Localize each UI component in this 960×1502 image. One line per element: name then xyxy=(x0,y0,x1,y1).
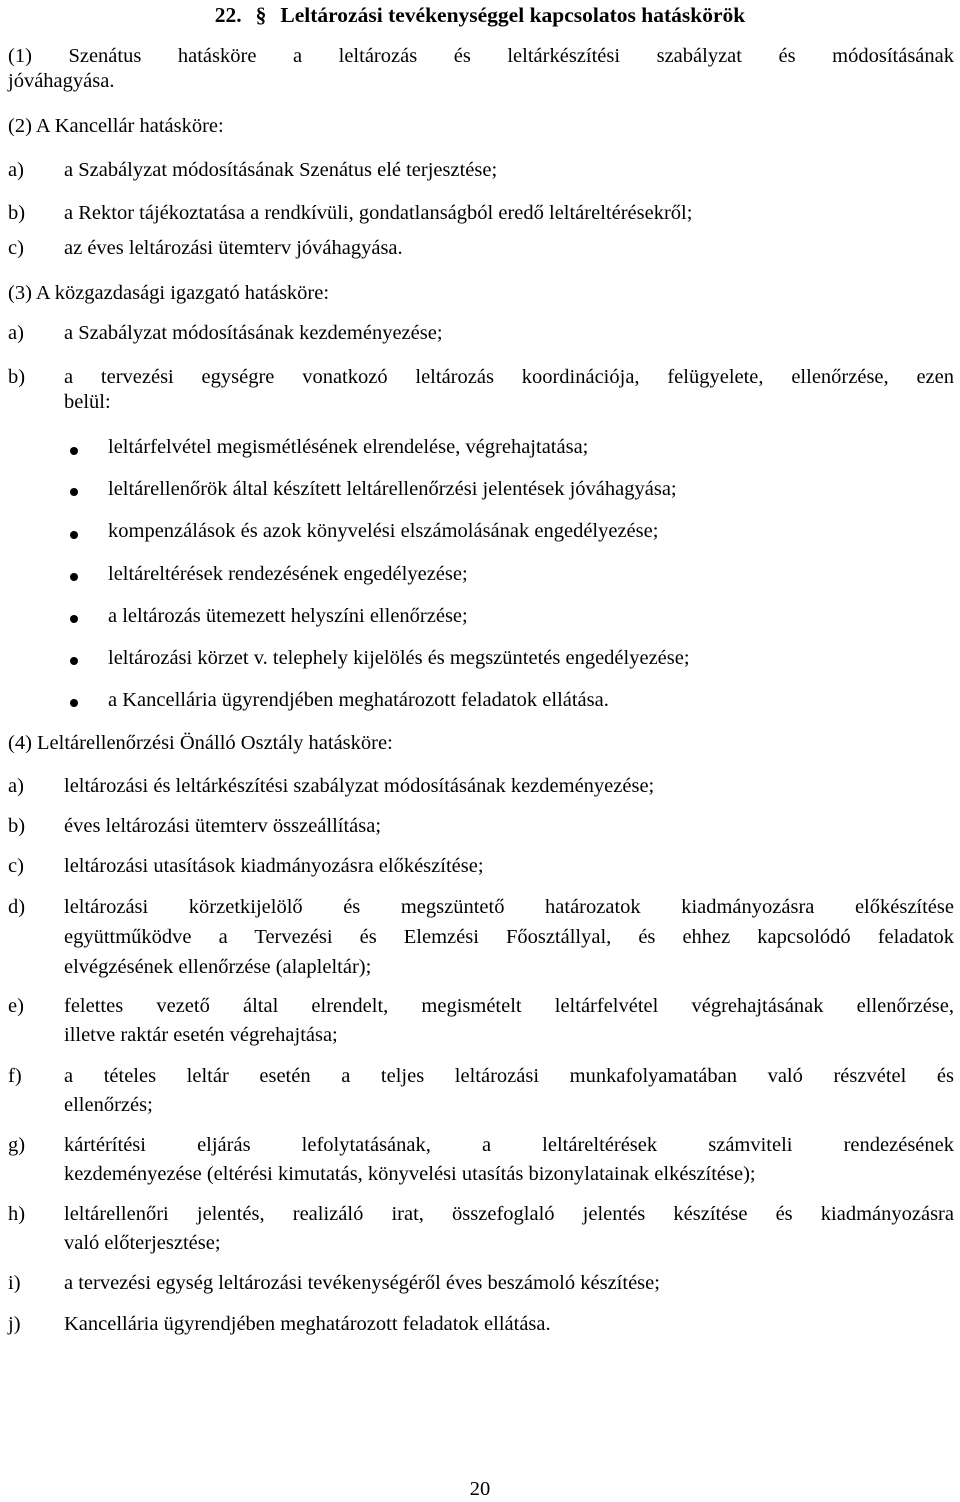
page-number: 20 xyxy=(469,1478,491,1500)
list-item-line-2: illetve raktár esetén végrehajtása; xyxy=(64,1024,338,1046)
list-label: h) xyxy=(8,1203,26,1225)
list-item: éves leltározási ütemterv összeállítása; xyxy=(64,815,382,837)
section-number: 22. xyxy=(214,3,242,27)
list-item-line-1: felettes vezető által elrendelt, megismételt leltárfelvétel végrehajtásának ellenőrzése, xyxy=(64,995,954,1017)
list-item-line-1: kártérítési eljárás lefolytatásának, a leltáreltérések számviteli rendezésének xyxy=(64,1134,954,1156)
paragraph-3-intro: (3) A közgazdasági igazgató hatásköre: xyxy=(8,282,330,304)
bullet-icon xyxy=(70,531,78,539)
list-label: d) xyxy=(8,896,26,918)
list-label: c) xyxy=(8,855,24,877)
list-label: a) xyxy=(8,775,24,797)
list-item: leltározási utasítások kiadmányozásra előkészítése; xyxy=(64,855,484,877)
bullet-icon xyxy=(70,447,78,455)
list-item: a Rektor tájékoztatása a rendkívüli, gondatlanságból eredő leltáreltérésekről; xyxy=(64,202,693,224)
bullet-icon xyxy=(70,488,78,496)
list-item-line-1: a tervezési egységre vonatkozó leltározás koordinációja, felügyelete, ellenőrzése, ezen xyxy=(64,366,954,388)
list-label: i) xyxy=(8,1272,21,1294)
list-item: leltározási és leltárkészítési szabályzat módosításának kezdeményezése; xyxy=(64,775,655,797)
paragraph-1-line-1: (1) Szenátus hatásköre a leltározás és leltárkészítési szabályzat és módosításának xyxy=(8,45,954,67)
list-item-line-1: leltárellenőri jelentés, realizáló irat, összefoglaló jelentés készítése és kiadmányozásra xyxy=(64,1203,954,1225)
list-label: f) xyxy=(8,1065,22,1087)
section-sign: § xyxy=(255,3,267,27)
list-item-line-3: elvégzésének ellenőrzése (alapleltár); xyxy=(64,956,372,978)
bullet-item: a Kancellária ügyrendjében meghatározott feladatok ellátása. xyxy=(108,689,609,711)
list-item: a tervezési egység leltározási tevékenységéről éves beszámoló készítése; xyxy=(64,1272,660,1294)
list-label: j) xyxy=(8,1313,21,1335)
bullet-item: kompenzálások és azok könyvelési elszámolásának engedélyezése; xyxy=(108,520,659,542)
bullet-item: a leltározás ütemezett helyszíni ellenőrzése; xyxy=(108,605,468,627)
list-label: g) xyxy=(8,1134,26,1156)
list-item-line-2: együttműködve a Tervezési és Elemzési Főosztállyal, és ehhez kapcsolódó feladatok xyxy=(64,926,954,948)
list-item-line-2: való előterjesztése; xyxy=(64,1232,221,1254)
list-item-line-2: ellenőrzés; xyxy=(64,1094,153,1116)
list-item: a Szabályzat módosításának Szenátus elé terjesztése; xyxy=(64,159,498,181)
bullet-icon xyxy=(70,615,78,623)
bullet-item: leltárfelvétel megismétlésének elrendelése, végrehajtatása; xyxy=(108,436,589,458)
list-item-line-1: a tételes leltár esetén a teljes leltározási munkafolyamatában való részvétel és xyxy=(64,1065,954,1087)
list-item-line-1: leltározási körzetkijelölő és megszüntető határozatok kiadmányozásra előkészítése xyxy=(64,896,954,918)
bullet-item: leltáreltérések rendezésének engedélyezése; xyxy=(108,563,468,585)
bullet-item: leltárellenőrök által készített leltárellenőrzési jelentések jóváhagyása; xyxy=(108,478,677,500)
list-item-line-2: kezdeményezése (eltérési kimutatás, könyvelési utasítás bizonylatainak elkészítése); xyxy=(64,1163,756,1185)
list-label: a) xyxy=(8,322,24,344)
list-item: az éves leltározási ütemterv jóváhagyása. xyxy=(64,237,403,259)
paragraph-4-intro: (4) Leltárellenőrzési Önálló Osztály hatásköre: xyxy=(8,732,393,754)
paragraph-2-intro: (2) A Kancellár hatásköre: xyxy=(8,115,224,137)
section-heading xyxy=(0,1,960,29)
bullet-icon xyxy=(70,657,78,665)
bullet-icon xyxy=(70,573,78,581)
list-item: a Szabályzat módosításának kezdeményezése; xyxy=(64,322,443,344)
list-label: b) xyxy=(8,366,26,388)
list-label: c) xyxy=(8,237,24,259)
bullet-item: leltározási körzet v. telephely kijelölés és megszüntetés engedélyezése; xyxy=(108,647,690,669)
bullet-icon xyxy=(70,699,78,707)
list-item-line-2: belül: xyxy=(64,391,111,413)
section-title: Leltározási tevékenységgel kapcsolatos hatáskörök xyxy=(280,3,746,27)
list-label: a) xyxy=(8,159,24,181)
list-label: e) xyxy=(8,995,24,1017)
list-item: Kancellária ügyrendjében meghatározott feladatok ellátása. xyxy=(64,1313,551,1335)
list-label: b) xyxy=(8,815,26,837)
paragraph-1-line-2: jóváhagyása. xyxy=(8,70,115,92)
list-label: b) xyxy=(8,202,26,224)
